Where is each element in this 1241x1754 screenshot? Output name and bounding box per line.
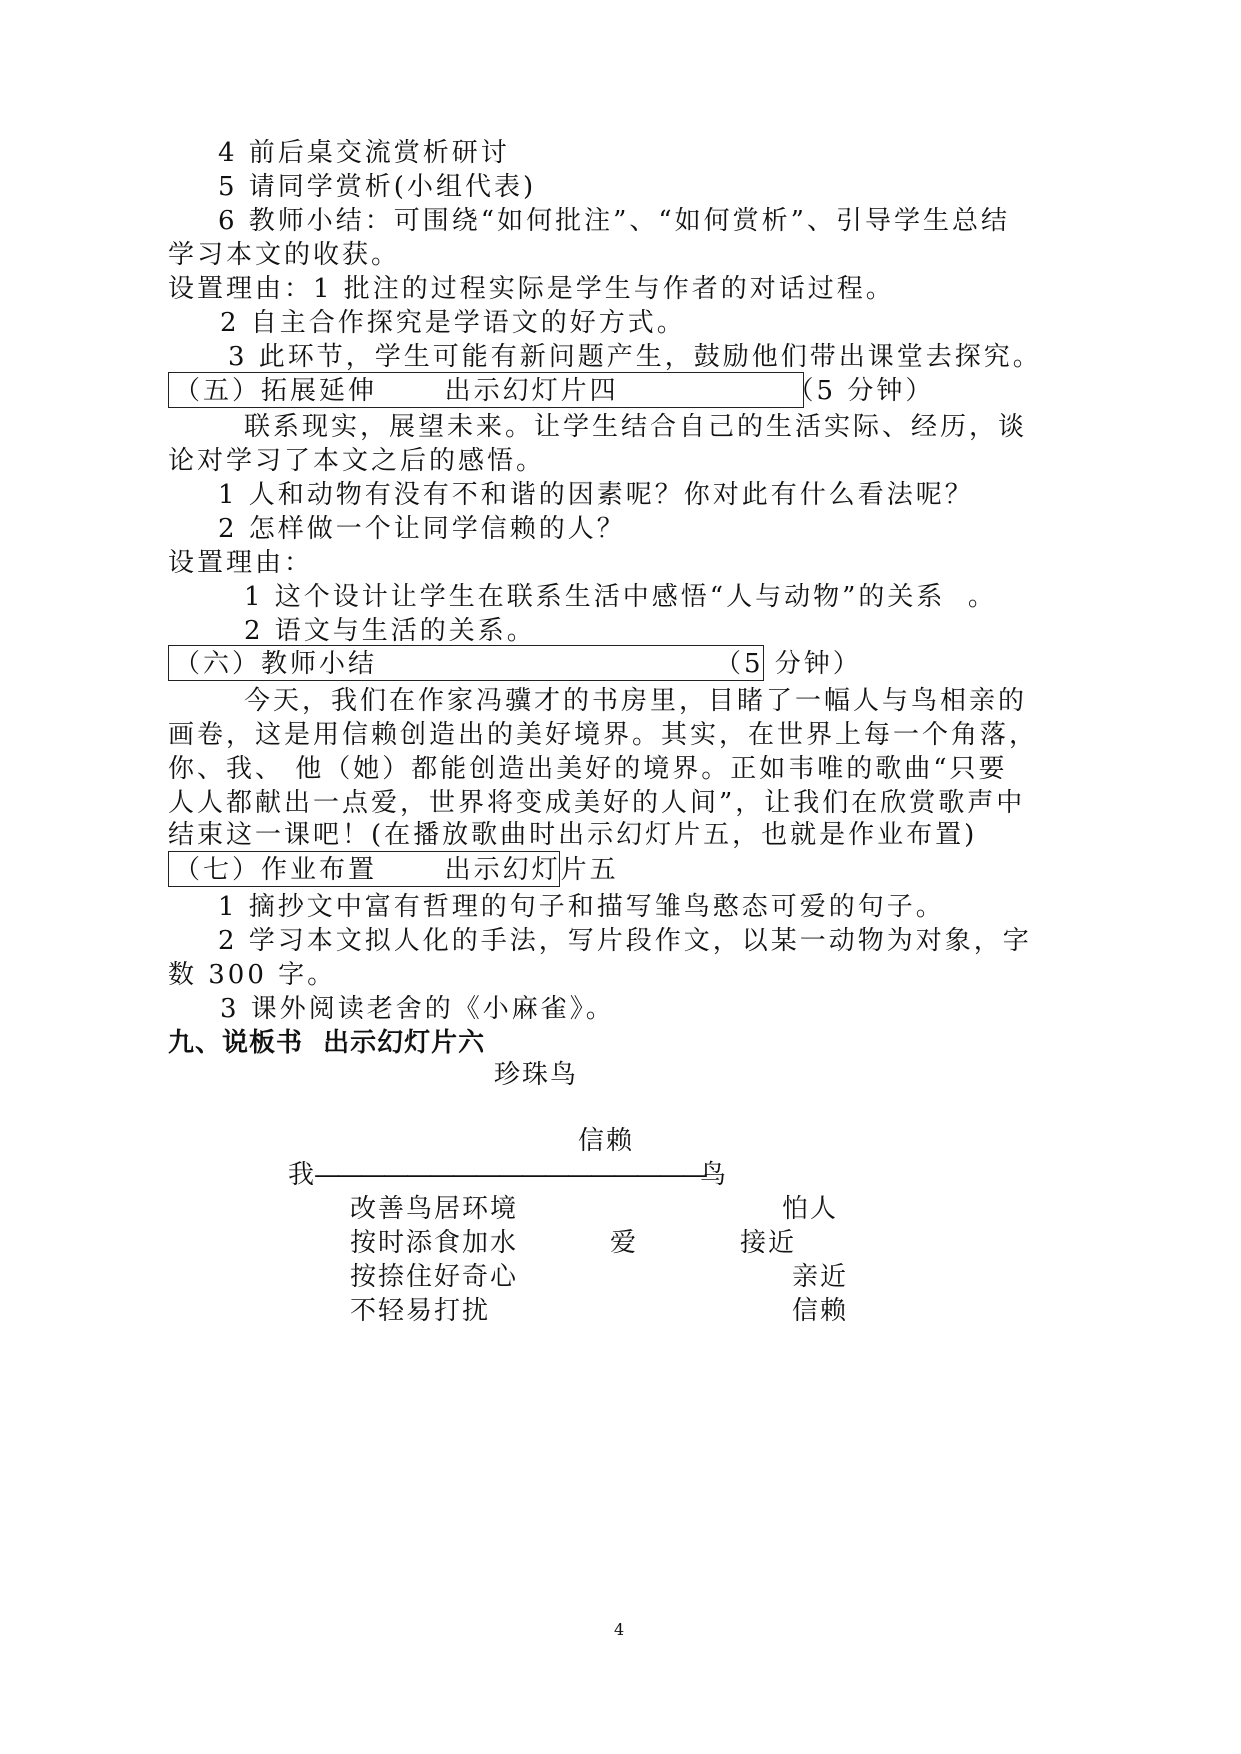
text-line-14: 1 这个设计让学生在联系生活中感悟“人与动物”的关系 。 (244, 582, 997, 612)
page-number: 4 (614, 1620, 625, 1639)
text-line-24: 2 学习本文拟人化的手法，写片段作文，以某一动物为对象，字 (218, 926, 1032, 956)
text-line-23: 1 摘抄文中富有哲理的句子和描写雏鸟憨态可爱的句子。 (218, 892, 945, 922)
board-right-2: 接近 (740, 1228, 797, 1258)
board-bird: 鸟 (700, 1160, 727, 1190)
text-line-13: 设置理由： (168, 548, 314, 578)
text-line-5: 设置理由：1 批注的过程实际是学生与作者的对话过程。 (168, 274, 895, 304)
section-seven-label: （七）作业布置 出示幻灯片五 (174, 855, 619, 885)
board-right-1: 怕人 (782, 1194, 839, 1224)
text-line-3: 6 教师小结：可围绕“如何批注”、“如何赏析”、引导学生总结 (218, 206, 1010, 236)
text-line-21: 结束这一课吧！(在播放歌曲时出示幻灯片五，也就是作业布置) (168, 820, 978, 850)
board-trust: 信赖 (578, 1126, 635, 1156)
text-line-10: 论对学习了本文之后的感悟。 (168, 446, 546, 476)
board-dashes: ————————————————— (314, 1160, 705, 1190)
text-line-12: 2 怎样做一个让同学信赖的人？ (218, 514, 626, 544)
text-line-9: 联系现实，展望未来。让学生结合自己的生活实际、经历，谈 (244, 412, 1028, 442)
text-line-17: 今天，我们在作家冯骥才的书房里，目睹了一幅人与鸟相亲的 (244, 686, 1028, 716)
text-line-25: 数 300 字。 (168, 960, 337, 990)
board-left-3: 按捺住好奇心 (350, 1262, 519, 1292)
text-line-4: 学习本文的收获。 (168, 240, 401, 270)
board-left-4: 不轻易打扰 (350, 1296, 491, 1326)
board-right-3: 亲近 (792, 1262, 849, 1292)
section-six-label: （六）教师小结 （5 分钟） (174, 649, 862, 679)
text-line-26: 3 课外阅读老舍的《小麻雀》。 (220, 994, 615, 1024)
text-line-1: 4 前后桌交流赏析研讨 (218, 138, 510, 168)
section-five-label: （五）拓展延伸 出示幻灯片四 （5 分钟） (174, 376, 935, 406)
text-line-6: 2 自主合作探究是学语文的好方式。 (220, 308, 686, 338)
board-love: 爱 (610, 1228, 637, 1258)
section-heading: 九、说板书 出示幻灯片六 (168, 1028, 486, 1058)
board-right-4: 信赖 (792, 1296, 849, 1326)
board-title: 珍珠鸟 (494, 1060, 579, 1090)
text-line-2: 5 请同学赏析(小组代表) (218, 172, 537, 202)
text-line-19: 你、我、 他（她）都能创造出美好的境界。正如韦唯的歌曲“只要 (168, 754, 1008, 784)
text-line-18: 画卷，这是用信赖创造出的美好境界。其实，在世界上每一个角落， (168, 720, 1039, 750)
text-line-15: 2 语文与生活的关系。 (244, 616, 536, 646)
text-line-20: 人人都献出一点爱，世界将变成美好的人间”，让我们在欣赏歌声中 (168, 788, 1026, 818)
text-line-7: 3 此环节，学生可能有新问题产生，鼓励他们带出课堂去探究。 (228, 342, 1042, 372)
board-left-1: 改善鸟居环境 (350, 1194, 519, 1224)
text-line-11: 1 人和动物有没有不和谐的因素呢？你对此有什么看法呢？ (218, 480, 974, 510)
board-me: 我 (288, 1160, 315, 1190)
board-left-2: 按时添食加水 (350, 1228, 519, 1258)
